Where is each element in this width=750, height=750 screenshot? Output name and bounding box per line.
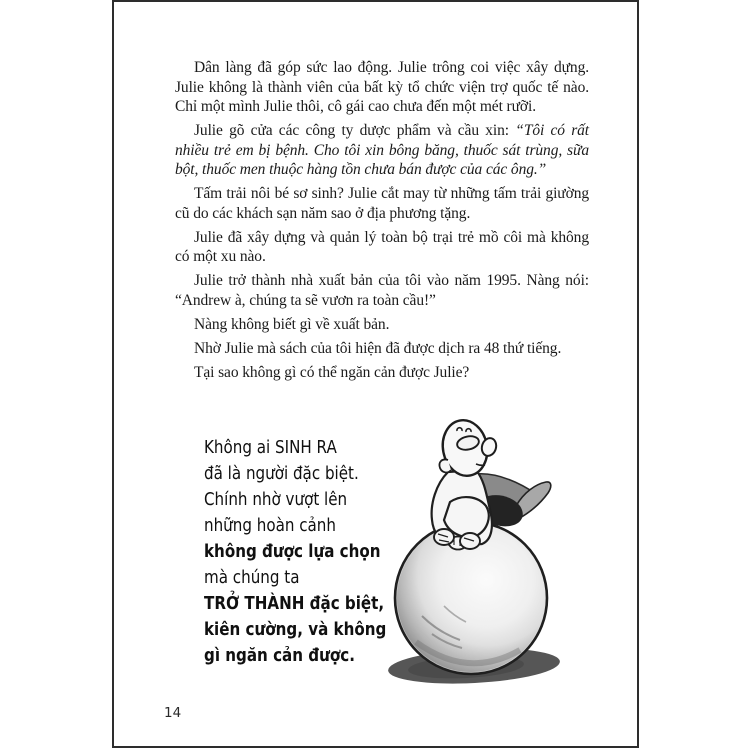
handwritten-line: Không ai SINH RA xyxy=(204,437,337,458)
baby-hand xyxy=(460,533,480,549)
baby-on-ball-illustration xyxy=(386,410,568,692)
paragraph-text: Dân làng đã góp sức lao động. Julie trông coi việc xây dựng. Julie không là thành viên của bất kỳ tổ chức viện trợ quốc tế nào. Chỉ một mình Julie thôi, cô gái cao chưa đến một mét rưỡi. xyxy=(175,59,589,115)
paragraph xyxy=(175,339,589,359)
paragraph-text: Julie gõ cửa các công ty dược phẩm và cầu xin: xyxy=(194,122,516,139)
handwritten-line: mà chúng ta xyxy=(204,567,300,588)
handwritten-line: Chính nhờ vượt lên xyxy=(204,489,348,510)
handwritten-line: những hoàn cảnh xyxy=(204,515,336,536)
paragraph-text: Tại sao không gì có thể ngăn cản được Julie? xyxy=(194,363,470,381)
paragraph xyxy=(175,121,589,180)
paragraph xyxy=(175,228,589,267)
page-frame xyxy=(112,0,639,748)
page-number: 14 xyxy=(164,705,182,721)
handwritten-line: gì ngăn cản được. xyxy=(204,645,355,666)
paragraph xyxy=(175,58,589,117)
paragraph-text: Julie trở thành nhà xuất bản của tôi vào năm 1995. Nàng nói: “Andrew à, chúng ta sẽ vươn ra toàn cầu!” xyxy=(175,272,589,309)
paragraph xyxy=(175,363,589,383)
italic-quote-text: “Tôi có rất nhiều trẻ em bị bệnh. Cho tôi xin bông băng, thuốc sát trùng, sữa bột, thuốc men thuộc hàng tồn chưa bán được của các ông.” xyxy=(175,122,589,178)
paragraph xyxy=(175,315,589,335)
paragraph-text: Nàng không biết gì về xuất bản. xyxy=(194,315,390,333)
handwritten-line: đã là người đặc biệt. xyxy=(204,463,359,484)
paragraph xyxy=(175,184,589,223)
paragraph-text: Julie đã xây dựng và quản lý toàn bộ trại trẻ mồ côi mà không có một xu nào. xyxy=(175,228,589,265)
handwritten-line: TRỞ THÀNH đặc biệt, xyxy=(204,593,385,614)
handwritten-line: kiên cường, và không xyxy=(204,619,387,640)
handwritten-line: không được lựa chọn xyxy=(204,541,381,562)
baby-hand xyxy=(434,529,454,545)
paragraph xyxy=(175,271,589,310)
paragraph-text: Nhờ Julie mà sách của tôi hiện đã được dịch ra 48 thứ tiếng. xyxy=(194,339,562,357)
paragraph-text: Tấm trải nôi bé sơ sinh? Julie cắt may từ những tấm trải giường cũ do các khách sạn năm sao ở địa phương tặng. xyxy=(175,185,589,222)
body-text-block xyxy=(175,58,589,387)
